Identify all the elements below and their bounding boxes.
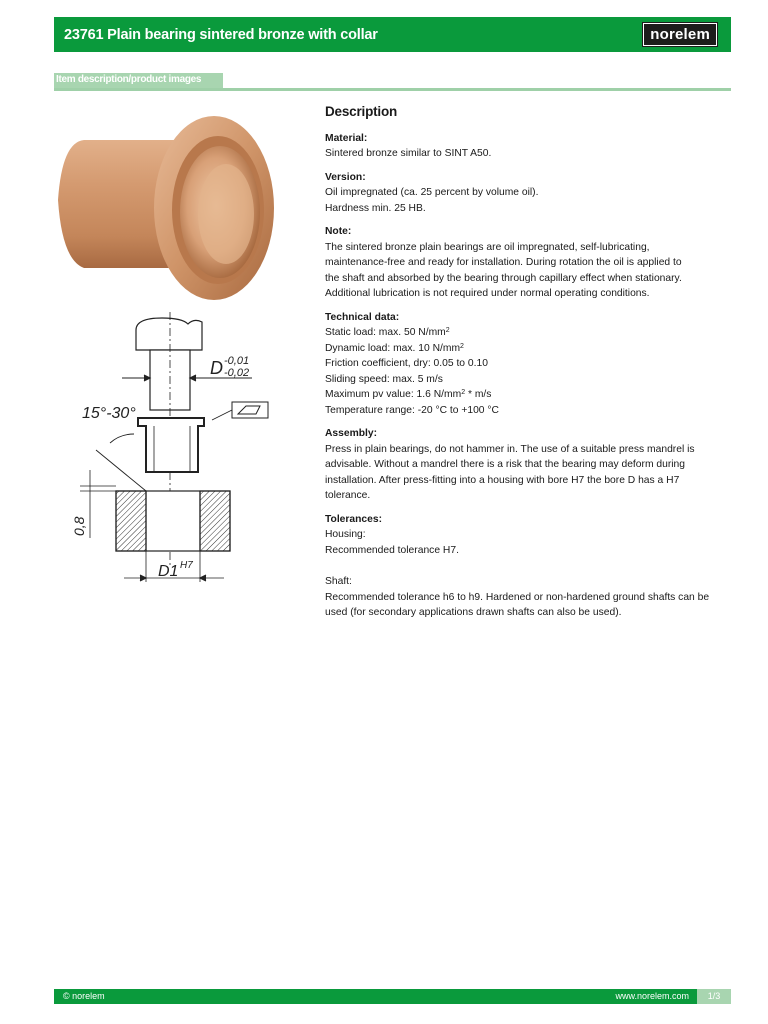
description-section — [325, 104, 730, 629]
page-title: 23761 Plain bearing sintered bronze with collar — [64, 26, 378, 43]
note-text-2: maintenance-free and ready for installation. During rotation the oil is applied to — [325, 257, 682, 268]
norelem-logo: norelem — [643, 23, 717, 46]
d-tolerance-lower: -0,02 — [224, 367, 250, 379]
material-label: Material: — [325, 132, 368, 144]
version-block — [325, 170, 730, 217]
version-label: Version: — [325, 171, 366, 183]
version-text-2: Hardness min. 25 HB. — [325, 202, 426, 214]
material-text: Sintered bronze similar to SINT A50. — [325, 148, 492, 159]
static-load: Static load: max. 50 $N/mm^2$ — [325, 327, 450, 338]
friction-coefficient: Friction coefficient, dry: 0.05 to 0.10 — [325, 358, 488, 369]
shaft-label: Shaft: — [325, 576, 352, 587]
tolerances-block — [325, 512, 730, 621]
section-bar — [54, 73, 731, 91]
description-heading: Description — [325, 104, 398, 119]
note-text-3: the shaft and absorbed by the bearing through capillary effect when stationary. — [325, 272, 682, 284]
angle-label: 15°-30° — [82, 405, 136, 422]
page-header — [54, 17, 731, 52]
footer-copyright: © norelem — [63, 991, 105, 1001]
assembly-text-1: Press in plain bearings, do not hammer in. The use of a suitable press mandrel is — [325, 443, 695, 455]
housing-value: Recommended tolerance H7. — [325, 544, 459, 556]
d-label: D — [210, 358, 223, 378]
sliding-speed: Sliding speed: max. 5 m/s — [325, 373, 443, 385]
page-number: 1/3 — [697, 989, 731, 1004]
dynamic-load: Dynamic load: max. 10 $N/mm^2$ — [325, 342, 464, 354]
technical-drawing — [62, 310, 282, 585]
d1-label: D1 — [158, 563, 179, 580]
temperature-range: Temperature range: -20 °C to +100 °C — [325, 404, 499, 416]
material-block — [325, 131, 730, 162]
technical-label: Technical data: — [325, 311, 400, 323]
assembly-block — [325, 426, 730, 504]
assembly-text-4: tolerance. — [325, 490, 371, 501]
d1-tolerance: H7 — [180, 560, 193, 571]
shaft-text-2: used (for secondary applications drawn shafts can also be used). — [325, 607, 622, 618]
assembly-text-3: installation. After press-fitting into a housing with bore H7 the bore D has a H7 — [325, 474, 680, 486]
version-text-1: Oil impregnated (ca. 25 percent by volume oil). — [325, 187, 539, 198]
note-block — [325, 224, 730, 302]
technical-block — [325, 310, 730, 419]
section-tab-label: Item description/product images — [54, 73, 223, 88]
housing-label: Housing: — [325, 529, 366, 540]
assembly-label: Assembly: — [325, 428, 378, 439]
note-text-1: The sintered bronze plain bearings are oil impregnated, self-lubricating, — [325, 241, 650, 253]
tolerances-label: Tolerances: — [325, 513, 383, 525]
assembly-text-2: advisable. Without a mandrel there is a risk that the bearing may deform during — [325, 459, 685, 470]
note-label: Note: — [325, 226, 352, 237]
depth-label: 0,8 — [71, 516, 87, 536]
shaft-text-1: Recommended tolerance h6 to h9. Hardened or non-hardened ground shafts can be — [325, 591, 710, 603]
note-text-4: Additional lubrication is not required under normal operating conditions. — [325, 288, 650, 299]
pv-value: Maximum pv value: 1.6 $N/mm^2 * m/s$ — [325, 389, 492, 400]
product-image — [54, 110, 279, 305]
page-footer — [54, 989, 731, 1004]
footer-website-link[interactable]: www.norelem.com — [615, 991, 689, 1001]
d-tolerance-upper: -0,01 — [224, 355, 250, 367]
